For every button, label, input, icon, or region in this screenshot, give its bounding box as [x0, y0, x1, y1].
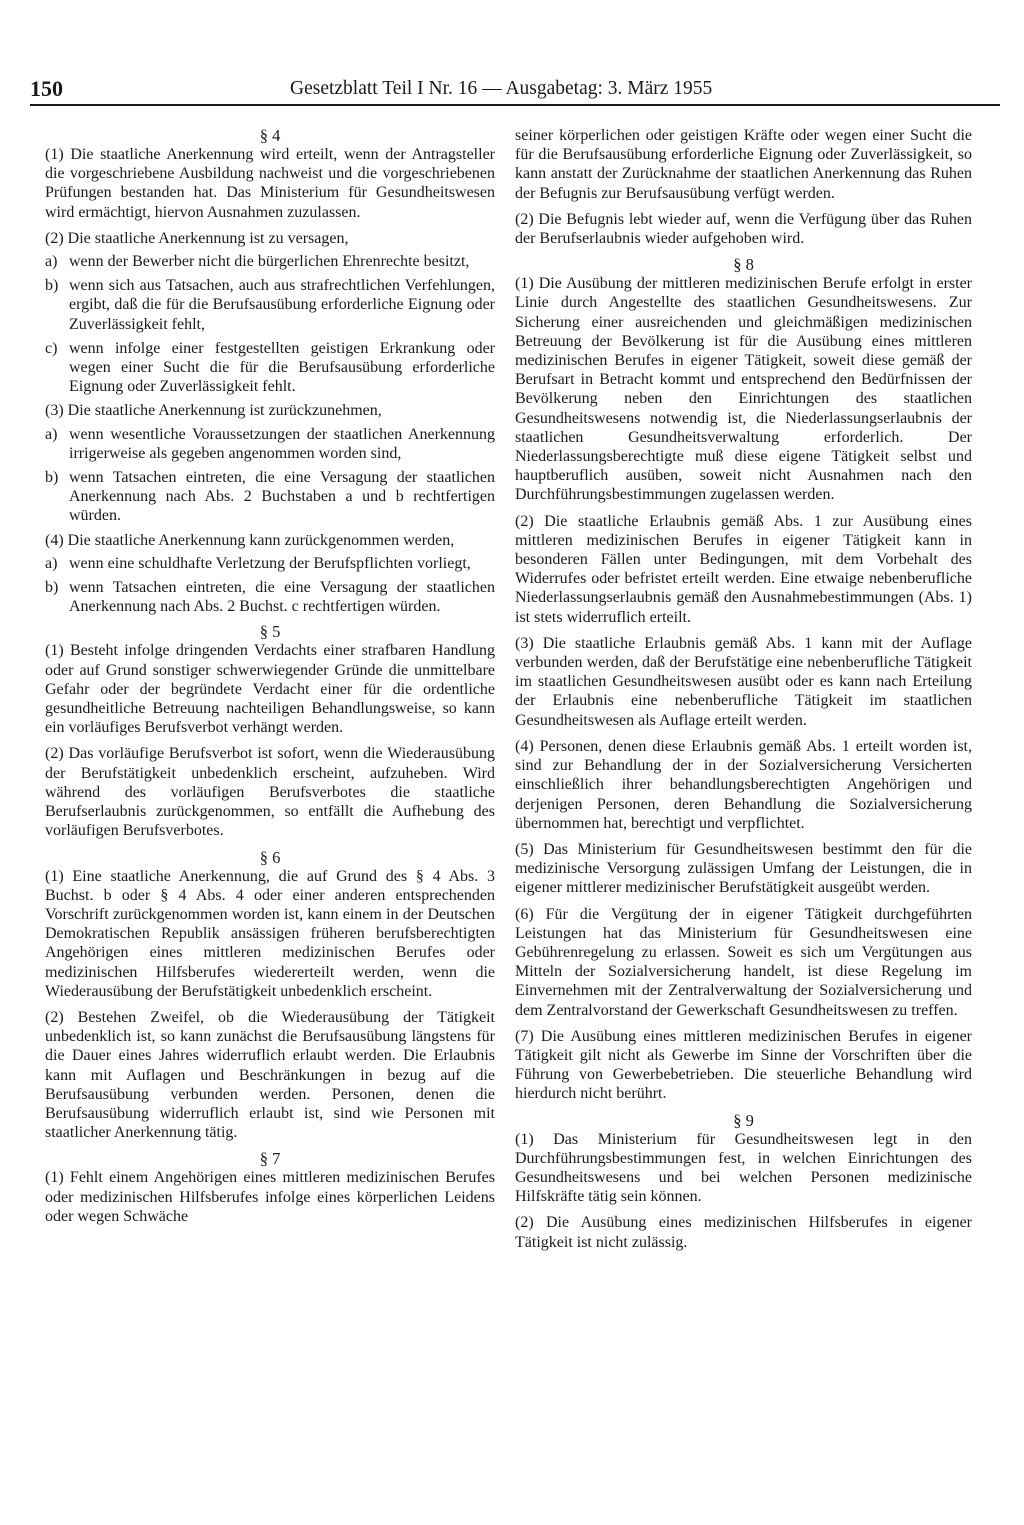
paragraph: (1) Eine staatliche Anerkennung, die auf Grund des § 4 Abs. 3 Buchst. b oder § 4 Abs. 4 oder einer anderen entsprechenden Vorschrift zurückgenommen worden ist, kann einem in der Deutschen Demokratischen Republik ansässigen früheren berufsberechtigten Angehörigen eines mittleren medizinischen Berufes oder medizinischen Hilfsberufes wiedererteilt werden, wenn die Wiederausübung der Berufstätigkeit unbedenklich erscheint. — [45, 867, 495, 1000]
section-heading: § 8 — [733, 255, 754, 275]
list-item — [45, 339, 495, 397]
list — [45, 425, 495, 526]
list-item-label: b) — [45, 579, 59, 597]
section-9 — [515, 1111, 972, 1252]
paragraph: (1) Die staatliche Anerkennung wird erteilt, wenn der Antragsteller die vorgeschriebene Ausbildung nachweist und die vorgeschriebenen Prüfungen bestanden hat. Das Ministerium für Gesundheitswesen wird ermächtigt, hiervon Ausnahmen zuzulassen. — [45, 146, 495, 221]
paragraph: (4) Personen, denen diese Erlaubnis gemäß Abs. 1 erteilt worden ist, sind zur Behandlung der in der Sozialversicherung Versicherten einschließlich ihrer behandlungsberechtigten Angehörigen und derjenigen Personen, deren Behandlung die Sozialversicherung übernommen hat, berechtigt und verpflichtet. — [515, 737, 972, 832]
list-item-label: a) — [45, 253, 58, 271]
page-number: 150 — [30, 76, 63, 101]
paragraph: (4) Die staatliche Anerkennung kann zurückgenommen werden, — [45, 531, 455, 549]
paragraph: (7) Die Ausübung eines mittleren medizinischen Berufes in eigener Tätigkeit gilt nicht als Gewerbe im Sinne der Vorschriften über die Führung von Gewerbebetrieben. Die steuerliche Behandlung wird hierdurch nicht berührt. — [515, 1027, 972, 1103]
list-item-text: wenn infolge einer festgestellten geistigen Erkrankung oder wegen einer Sucht die für die Berufsausübung erforderliche Eignung oder Zuverlässigkeit fehlt. — [69, 339, 495, 396]
paragraph: (2) Die staatliche Anerkennung ist zu versagen, — [45, 229, 349, 247]
paragraph: (1) Fehlt einem Angehörigen eines mittleren medizinischen Berufes oder medizinischen Hilfsberufes infolge eines körperlichen Leidens oder wegen Schwäche — [45, 1169, 495, 1225]
section-heading: § 4 — [259, 126, 281, 145]
paragraph: (2) Das vorläufige Berufsverbot ist sofort, wenn die Wiederausübung der Berufstätigkeit unbedenklich erscheint, aufzuheben. Wird während des vorläufigen Berufsverbotes die staatliche Berufserlaubnis zurückgenommen, so entfällt die Aufhebung des vorläufigen Berufsverbotes. — [45, 745, 495, 840]
list-item-text: wenn eine schuldhafte Verletzung der Berufspflichten vorliegt, — [69, 554, 471, 572]
list-item-text: wenn Tatsachen eintreten, die eine Versagung der staatlichen Anerkennung nach Abs. 2 Buchst. c rechtfertigen würden. — [69, 579, 495, 616]
paragraph: (5) Das Ministerium für Gesundheitswesen bestimmt den für die medizinische Versorgung zulässigen Umfang der Leistungen, die in eigener mittlerer medizinischer Berufstätigkeit ausgeübt werden. — [515, 840, 972, 897]
list-item-text: wenn wesentliche Voraussetzungen der staatlichen Anerkennung irrigerweise als gegeben angenommen worden sind, — [69, 425, 495, 462]
right-column — [515, 126, 972, 1259]
paragraph: (2) Bestehen Zweifel, ob die Wiederausübung der Tätigkeit unbedenklich ist, so kann zunächst die Berufsausübung längstens für die Dauer eines Jahres widerruflich erlaubt werden. Die Erlaubnis kann mit Auflagen und Beschränkungen in bezug auf die Berufsausübung verbunden werden. Personen, denen die Berufsausübung widerruflich erlaubt ist, sind wie Personen mit staatlicher Anerkennung tätig. — [45, 1008, 495, 1142]
list — [45, 252, 495, 396]
list-item — [45, 468, 495, 526]
section-5 — [45, 622, 495, 840]
paragraph: (1) Das Ministerium für Gesundheitswesen legt in den Durchführungsbestimmungen fest, in welchen Einrichtungen des Gesundheitswesens und bei welchen Personen medizinische Hilfskräfte tätig sein können. — [515, 1130, 972, 1206]
paragraph: (1) Die Ausübung der mittleren medizinischen Berufe erfolgt in erster Linie durch Angestellte des staatlichen Gesundheitswesens. Zur Sicherung einer ausreichenden und gleichmäßigen medizinischen Betreuung der Bevölkerung ist für die Ausübung eines mittleren medizinischen Berufes in eigener Tätigkeit, soweit diese gemäß der Berufsart in Betracht kommt und entsprechend den Bedürfnissen der Bevölkerung neben den Einrichtungen des staatlichen Gesundheitswesens notwendig ist, die Niederlassungserlaubnis der staatlichen Gesundheitsverwaltung erforderlich. Der Niederlassungsberechtigte muß diese eigene Tätigkeit selbst und hauptberuflich ausüben, soweit nicht Ausnahmen nach den Durchführungsbestimmungen zugelassen werden. — [515, 275, 972, 504]
list — [45, 554, 495, 617]
gazette-masthead: Gesetzblatt Teil I Nr. 16 — Ausgabetag: 3. März 1955 — [290, 78, 713, 99]
list-item-text: wenn der Bewerber nicht die bürgerlichen Ehrenrechte besitzt, — [69, 253, 470, 271]
list-item — [45, 554, 495, 573]
paragraph: (6) Für die Vergütung der in eigener Tätigkeit durchgeführten Leistungen hat das Ministerium für Gesundheitswesen eine Gebührenregelung zu erlassen. Soweit es sich um Vergütungen aus Mitteln der Sozialversicherung handelt, ist diese Regelung im Einvernehmen mit der Zentralverwaltung der Sozialversicherung und dem Zentralvorstand der Gewerkschaft Gesundheitswesen zu treffen. — [515, 905, 972, 1019]
paragraph: (2) Die Befugnis lebt wieder auf, wenn die Verfügung über das Ruhen der Berufserlaubnis wieder aufgehoben wird. — [515, 210, 972, 248]
paragraph: (1) Besteht infolge dringenden Verdachts einer strafbaren Handlung oder auf Grund sonstiger schwerwiegender Gründe die unmittelbare Gefahr oder der begründete Verdacht einer für die ordentliche gesundheitliche Betreuung nachteiligen Behandlungsweise, so kann ein vorläufiges Berufsverbot verhängt werden. — [45, 642, 495, 737]
section-4 — [45, 126, 495, 616]
section-heading: § 5 — [259, 622, 281, 642]
paragraph: (3) Die staatliche Anerkennung ist zurückzunehmen, — [45, 402, 382, 420]
list-item — [45, 276, 495, 334]
section-heading: § 6 — [259, 847, 281, 867]
list-item — [45, 425, 495, 463]
list-item-label: b) — [45, 469, 59, 487]
list-item-label: b) — [45, 277, 59, 295]
list-item — [45, 252, 495, 271]
list-item-text: wenn Tatsachen eintreten, die eine Versagung der staatlichen Anerkennung nach Abs. 2 Buchstaben a und b rechtfertigen würden. — [69, 469, 495, 525]
section-6 — [45, 848, 495, 1143]
list-item — [45, 578, 495, 616]
section-7 — [45, 1149, 495, 1226]
paragraph: (2) Die Ausübung eines medizinischen Hilfsberufes in eigener Tätigkeit ist nicht zulässig. — [515, 1214, 972, 1251]
section-heading: § 7 — [259, 1149, 281, 1169]
paragraph: (3) Die staatliche Erlaubnis gemäß Abs. 1 kann mit der Auflage verbunden werden, daß der Berufstätige eine nebenberufliche Tätigkeit im staatlichen Gesundheitswesen ausübt oder es kann nach Erteilung der Erlaubnis eine nebenberufliche Tätigkeit im staatlichen Gesundheitswesen als Auflage erteilt werden. — [515, 634, 972, 729]
section-7-continued — [515, 126, 972, 248]
page-header — [30, 76, 1000, 106]
list-item-label: a) — [45, 425, 58, 443]
paragraph: (2) Die staatliche Erlaubnis gemäß Abs. 1 zur Ausübung eines mittleren medizinischen Berufes in eigener Tätigkeit kann in besonderen Fällen unter Bedingungen, mit dem Vorbehalt des Widerrufes oder befristet erteilt werden. Eine etwaige nebenberufliche Niederlassungserlaubnis gemäß den Ausnahmebestimmungen (Abs. 1) ist stets widerruflich erteilt. — [515, 512, 972, 626]
paragraph: seiner körperlichen oder geistigen Kräfte oder wegen einer Sucht die für die Berufsausübung erforderliche Eignung oder Zuverlässigkeit, so kann anstatt der Zurücknahme der staatlichen Anerkennung das Ruhen der Befugnis zur Berufsausübung verfügt werden. — [515, 127, 972, 202]
left-column — [45, 126, 495, 1233]
list-item-label: c) — [45, 339, 58, 357]
list-item-text: wenn sich aus Tatsachen, auch aus strafrechtlichen Verfehlungen, ergibt, daß die für die Berufsausübung erforderliche Eignung oder Zuverlässigkeit fehlt, — [69, 277, 495, 333]
section-heading: § 9 — [733, 1110, 754, 1130]
section-8 — [515, 255, 972, 1103]
list-item-label: a) — [45, 554, 58, 572]
